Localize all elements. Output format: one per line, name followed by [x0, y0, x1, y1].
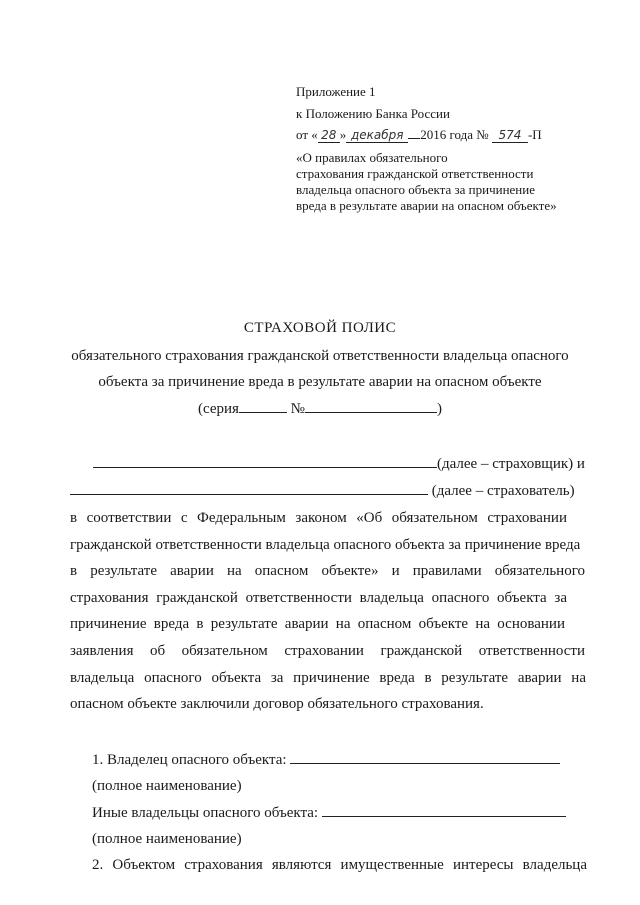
owner-label: 1. Владелец опасного объекта: — [92, 752, 287, 768]
body-line-4: страхования гражданской ответственности владельца опасного объекта за — [70, 590, 567, 606]
body-line-3: в результате аварии на опасном объекте» и правилами обязательного — [70, 563, 585, 579]
body-line-6: заявления об обязательном страховании гражданской ответственности — [70, 643, 585, 659]
owner-hint: (полное наименование) — [92, 778, 242, 794]
series-blank — [239, 400, 287, 413]
body-line-5: причинение вреда в результате аварии на опасном объекте на основании — [70, 616, 565, 632]
body-line-2: гражданской ответственности владельца опасного объекта за причинение вреда — [70, 537, 581, 553]
insured-blank — [70, 482, 428, 495]
subject-line-1: «О правилах обязательного — [296, 150, 448, 165]
date-day: 28 — [318, 129, 340, 143]
insurer-blank — [93, 455, 437, 468]
title-subline-1: обязательного страхования гражданской ответственности владельца опасного — [71, 348, 569, 364]
others-blank — [322, 804, 566, 817]
page-title: СТРАХОВОЙ ПОЛИС — [243, 320, 397, 336]
appendix-label: Приложение 1 — [296, 84, 376, 99]
doc-suffix: -П — [527, 127, 542, 142]
subject-line-2: страхования гражданской ответственности — [296, 166, 534, 181]
owner-line — [92, 751, 560, 769]
doc-number: 574 — [492, 129, 528, 143]
title-subline-2: объекта за причинение вреда в результате аварии на опасном объекте — [98, 374, 542, 390]
date-line — [296, 127, 542, 143]
series-label: (серия — [198, 401, 239, 417]
number-blank — [305, 400, 437, 413]
owner-blank — [290, 751, 560, 764]
body-line-8: опасном объекте заключили договор обязательного страхования. — [70, 696, 484, 712]
body-line-1: в соответствии с Федеральным законом «Об обязательном страховании — [70, 510, 567, 526]
date-mid: » — [339, 127, 347, 142]
date-prefix: от « — [296, 127, 318, 142]
subject-line-3: владельца опасного объекта за причинение — [296, 182, 535, 197]
insurer-line — [93, 455, 585, 473]
others-hint: (полное наименование) — [92, 831, 242, 847]
others-label: Иные владельцы опасного объекта: — [92, 805, 319, 821]
series-line — [0, 400, 640, 418]
subject-line-4: вреда в результате аварии на опасном объекте» — [296, 198, 557, 213]
insurer-label: (далее – страховщик) и — [437, 456, 585, 472]
date-month: декабря — [346, 129, 408, 143]
insured-label: (далее – страхователь) — [431, 483, 575, 499]
insured-line — [70, 482, 575, 500]
section2-line-1: 2. Объектом страхования являются имущественные интересы владельца — [92, 857, 587, 873]
others-line — [92, 804, 566, 822]
number-label: № — [290, 401, 305, 417]
series-close: ) — [436, 401, 442, 417]
body-line-7: владельца опасного объекта за причинение вреда в результате аварии на — [70, 670, 586, 686]
regulation-reference: к Положению Банка России — [296, 106, 450, 121]
date-year: 2016 года № — [420, 127, 489, 142]
